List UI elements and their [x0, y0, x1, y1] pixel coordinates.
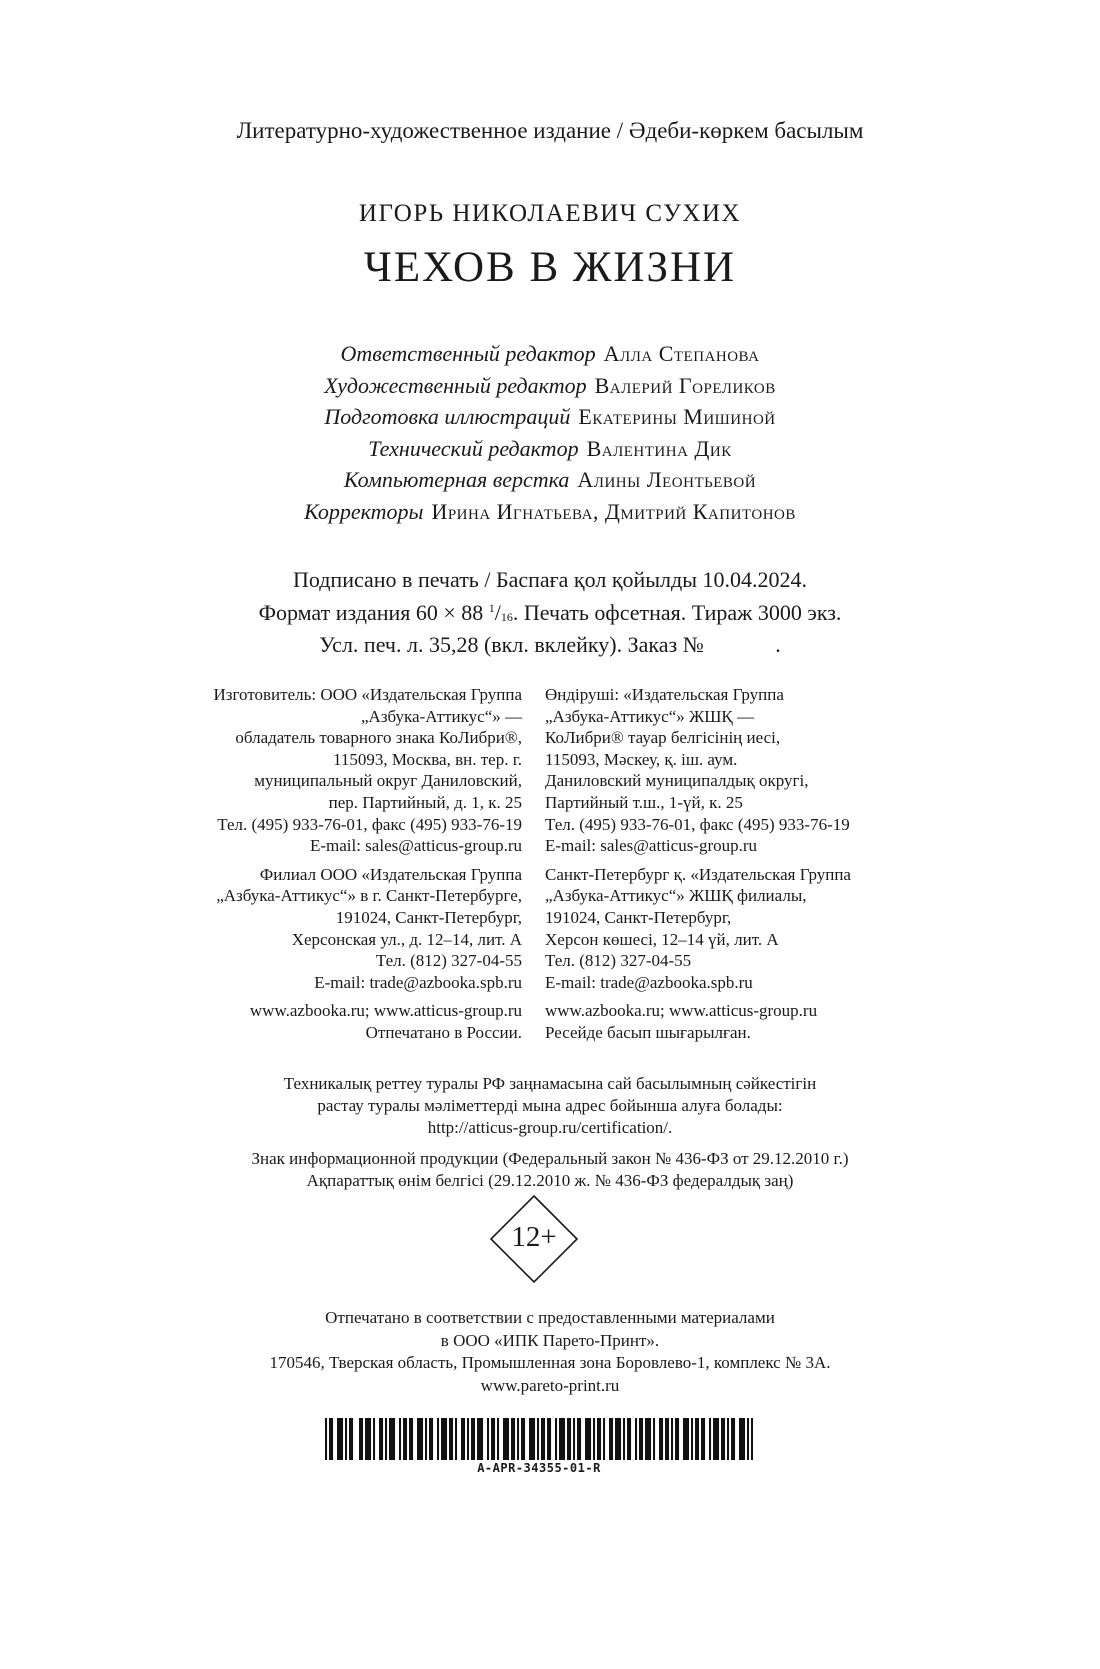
- barcode-bar: [547, 1418, 549, 1460]
- printed-in-line: Ресейде басып шығарылған.: [545, 1022, 751, 1042]
- email-line: E-mail: sales@atticus-group.ru: [309, 836, 522, 856]
- credit-role: Художественный редактор: [324, 372, 587, 398]
- manufacturer-ru-web: [150, 1000, 522, 1043]
- barcode-bar: [477, 1418, 479, 1460]
- barcode-bar: [531, 1418, 533, 1460]
- barcode-bar: [429, 1418, 431, 1460]
- format-numerator: 1: [488, 601, 495, 615]
- barcode-bar: [443, 1418, 445, 1460]
- barcode-bar: [339, 1418, 341, 1460]
- barcode-bar: [341, 1418, 343, 1460]
- credit-role: Корректоры: [304, 498, 424, 524]
- credit-name: Екатерины Мишиной: [578, 404, 776, 429]
- barcode-bar: [549, 1418, 551, 1460]
- info-sign-line: Ақпараттық өнім белгісі (29.12.2010 ж. № 436-ФЗ федералдық заң): [306, 1171, 794, 1190]
- barcode-bar: [627, 1418, 629, 1460]
- barcode-bar: [345, 1418, 347, 1460]
- barcode-bar: [589, 1418, 591, 1460]
- barcode-bar: [361, 1418, 363, 1460]
- address-line: Херсон көшесі, 12–14 үй, лит. А: [545, 929, 779, 949]
- barcode-bar: [473, 1418, 475, 1460]
- credit-name: Ирина Игнатьева, Дмитрий Капитонов: [431, 498, 796, 524]
- printer-info: [0, 1307, 1100, 1397]
- address-line: КоЛибри® тауар белгісінің иесі,: [545, 728, 781, 748]
- barcode-bar: [487, 1418, 489, 1460]
- barcode-bar: [667, 1418, 669, 1460]
- barcode-bar: [671, 1418, 673, 1460]
- email-line: E-mail: sales@atticus-group.ru: [545, 836, 758, 856]
- format-line: Формат издания 60 × 88 $^1/_{16}$. Печать офсетная. Тираж 3000 экз.: [258, 600, 842, 625]
- barcode-bar: [653, 1418, 655, 1460]
- print-info: [0, 566, 1100, 659]
- barcode-bar: [577, 1418, 579, 1460]
- barcode-bar: [587, 1418, 589, 1460]
- address-line: „Азбука-Аттикус“» —: [361, 706, 522, 726]
- barcode-bar: [391, 1418, 393, 1460]
- barcode-bar: [445, 1418, 447, 1460]
- book-title: ЧЕХОВ В ЖИЗНИ: [363, 244, 737, 291]
- barcode-bar: [523, 1418, 525, 1460]
- author-name: ИГОРЬ НИКОЛАЕВИЧ СУХИХ: [358, 200, 742, 227]
- barcode-bar: [559, 1418, 561, 1460]
- barcode-bar: [599, 1418, 601, 1460]
- barcode-bar: [405, 1418, 407, 1460]
- barcode-bar: [503, 1418, 505, 1460]
- barcode-bar: [619, 1418, 621, 1460]
- credit-role: Технический редактор: [368, 435, 579, 461]
- barcode-bar: [609, 1418, 611, 1460]
- barcode-bar: [337, 1418, 339, 1460]
- barcode-bar: [629, 1418, 631, 1460]
- phone-line: Тел. (812) 327-04-55: [545, 951, 692, 971]
- manufacturer-kz-branch: [545, 864, 945, 994]
- barcode-bar: [325, 1418, 327, 1460]
- barcode-bar: [479, 1418, 481, 1460]
- barcode-bar: [349, 1418, 351, 1460]
- barcode-bar: [393, 1418, 395, 1460]
- barcode-bar: [467, 1418, 469, 1460]
- credit-line: [0, 370, 1100, 402]
- barcode-bar: [567, 1418, 569, 1460]
- barcode-bar: [373, 1418, 375, 1460]
- address-line: 115093, Москва, вн. тер. г.: [332, 749, 522, 769]
- barcode-bar: [369, 1418, 371, 1460]
- barcode-bar: [695, 1418, 697, 1460]
- barcode-bar: [709, 1418, 711, 1460]
- barcode-bar: [399, 1418, 401, 1460]
- barcode-bar: [685, 1418, 687, 1460]
- barcode-bar: [379, 1418, 381, 1460]
- barcode-bar: [563, 1418, 565, 1460]
- age-rating-label: 12+: [511, 1221, 557, 1253]
- barcode-bar: [739, 1418, 741, 1460]
- address-line: 191024, Санкт-Петербург,: [545, 907, 732, 927]
- barcode-bar: [417, 1418, 419, 1460]
- edition-type: Литературно-художественное издание / Әдеби-көркем басылым: [236, 118, 864, 143]
- certification-line: Техникалық реттеу туралы РФ заңнамасына сай басылымның сәйкестігін: [283, 1074, 817, 1093]
- barcode-bar: [461, 1418, 463, 1460]
- barcode-bar: [697, 1418, 699, 1460]
- credit-name: Валерий Гореликов: [594, 372, 776, 398]
- signed-line: Подписано в печать / Баспаға қол қойылды 10.04.2024.: [292, 567, 808, 592]
- credit-line: [0, 401, 1100, 433]
- barcode-bar: [541, 1418, 543, 1460]
- barcode-bar: [463, 1418, 465, 1460]
- credit-line: [0, 433, 1100, 465]
- barcode-bar: [741, 1418, 743, 1460]
- barcode-bar: [409, 1418, 411, 1460]
- address-line: Санкт-Петербург қ. «Издательская Группа: [545, 864, 851, 884]
- barcode-bar: [683, 1418, 685, 1460]
- address-line: Даниловский муниципалдық округі,: [545, 771, 809, 791]
- printer-address: 170546, Тверская область, Промышленная зона Боровлево-1, комплекс № 3А.: [269, 1353, 831, 1372]
- barcode-bar: [507, 1418, 509, 1460]
- barcode-bar: [481, 1418, 483, 1460]
- manufacturer-kz-web: [545, 1000, 945, 1043]
- address-line: 191024, Санкт-Петербург,: [335, 907, 522, 927]
- barcode-bar: [615, 1418, 617, 1460]
- barcode-code: A-APR-34355-01-R: [477, 1461, 601, 1475]
- address-line: Изготовитель: ООО «Издательская Группа: [213, 685, 522, 704]
- barcode-bar: [351, 1418, 353, 1460]
- barcode-bar: [647, 1418, 649, 1460]
- barcode-bar: [497, 1418, 499, 1460]
- barcode-bar: [513, 1418, 515, 1460]
- barcode-bar: [455, 1418, 457, 1460]
- manufacturer-kz: [545, 684, 945, 1051]
- barcode-bar: [747, 1418, 749, 1460]
- barcode-bar: [639, 1418, 641, 1460]
- format-post: . Печать офсетная. Тираж 3000 экз.: [512, 600, 842, 625]
- manufacturer-kz-main: [545, 684, 945, 857]
- barcode-bar: [723, 1418, 725, 1460]
- manufacturer-ru-branch: [150, 864, 522, 994]
- website-line: www.azbooka.ru; www.atticus-group.ru: [249, 1001, 522, 1021]
- barcode-bar: [529, 1418, 531, 1460]
- barcode-icon: [325, 1418, 753, 1460]
- barcode-bar: [533, 1418, 535, 1460]
- credits-list: [0, 338, 1100, 527]
- credit-role: Компьютерная верстка: [343, 467, 570, 492]
- credit-name: Валентина Дик: [586, 435, 732, 461]
- phone-line: Тел. (495) 933-76-01, факс (495) 933-76-19: [217, 814, 522, 834]
- barcode-bar: [751, 1418, 753, 1460]
- credit-line: [0, 496, 1100, 528]
- address-line: „Азбука-Аттикус“» в г. Санкт-Петербурге,: [216, 886, 522, 906]
- printed-in-line: Отпечатано в России.: [365, 1022, 522, 1042]
- email-line: E-mail: trade@azbooka.spb.ru: [314, 972, 522, 992]
- barcode-bar: [659, 1418, 661, 1460]
- barcode-bar: [449, 1418, 451, 1460]
- info-sign-line: Знак информационной продукции (Федеральный закон № 436-ФЗ от 29.12.2010 г.): [251, 1149, 849, 1168]
- barcode-bar: [471, 1418, 473, 1460]
- age-rating-badge: [488, 1193, 580, 1285]
- barcode-bar: [641, 1418, 643, 1460]
- barcode-bar: [585, 1418, 587, 1460]
- barcode-bar: [665, 1418, 667, 1460]
- barcode-bar: [677, 1418, 679, 1460]
- address-line: Өндіруші: «Издательская Группа: [545, 685, 784, 704]
- email-line: E-mail: trade@azbooka.spb.ru: [545, 972, 753, 992]
- barcode-bar: [437, 1418, 439, 1460]
- barcode-bar: [365, 1418, 367, 1460]
- barcode-bar: [579, 1418, 581, 1460]
- barcode-bar: [675, 1418, 677, 1460]
- barcode-bar: [645, 1418, 647, 1460]
- barcode-bar: [359, 1418, 361, 1460]
- phone-line: Тел. (495) 933-76-01, факс (495) 933-76-19: [545, 814, 850, 834]
- barcode-bar: [687, 1418, 689, 1460]
- barcode-bar: [715, 1418, 717, 1460]
- barcode-bar: [569, 1418, 571, 1460]
- barcode-bar: [731, 1418, 733, 1460]
- credit-line: [0, 338, 1100, 370]
- manufacturer-ru: [150, 684, 522, 1051]
- barcode-bar: [727, 1418, 729, 1460]
- barcode-bar: [493, 1418, 495, 1460]
- address-line: обладатель товарного знака КоЛибри®,: [235, 728, 522, 748]
- address-line: пер. Партийный, д. 1, к. 25: [328, 792, 522, 812]
- barcode-bar: [743, 1418, 745, 1460]
- barcode-bar: [691, 1418, 693, 1460]
- phone-line: Тел. (812) 327-04-55: [375, 951, 522, 971]
- website-line: www.azbooka.ru; www.atticus-group.ru: [545, 1001, 818, 1021]
- certification-note: [0, 1073, 1100, 1139]
- barcode-bar: [561, 1418, 563, 1460]
- barcode-bar: [603, 1418, 605, 1460]
- barcode-bar: [511, 1418, 513, 1460]
- format-pre: Формат издания 60 × 88: [258, 600, 489, 625]
- address-line: „Азбука-Аттикус“» ЖШҚ филиалы,: [545, 886, 807, 906]
- barcode-bar: [421, 1418, 423, 1460]
- barcode-bar: [381, 1418, 383, 1460]
- barcode-bar: [617, 1418, 619, 1460]
- certification-url: http://atticus-group.ru/certification/.: [427, 1118, 673, 1137]
- barcode-bar: [593, 1418, 595, 1460]
- credit-name: Алла Степанова: [603, 341, 760, 366]
- barcode-bar: [491, 1418, 493, 1460]
- barcode-bar: [411, 1418, 413, 1460]
- barcode-bar: [597, 1418, 599, 1460]
- manufacturer-ru-main: [150, 684, 522, 857]
- certification-line: растау туралы мәліметтерді мына адрес бойынша алуға болады:: [317, 1096, 783, 1115]
- format-denominator: 16: [500, 610, 513, 624]
- address-line: „Азбука-Аттикус“» ЖШҚ —: [545, 706, 754, 726]
- barcode-bar: [703, 1418, 705, 1460]
- barcode-bar: [701, 1418, 703, 1460]
- printer-line: Отпечатано в соответствии с предоставленными материалами: [325, 1308, 775, 1327]
- credit-role: Ответственный редактор: [340, 341, 596, 366]
- barcode-bar: [505, 1418, 507, 1460]
- barcode-bar: [441, 1418, 443, 1460]
- printer-line: в ООО «ИПК Парето-Принт».: [440, 1330, 660, 1350]
- barcode-bar: [661, 1418, 663, 1460]
- info-sign-note: [0, 1148, 1100, 1192]
- barcode-bar: [517, 1418, 519, 1460]
- barcode-bar: [431, 1418, 433, 1460]
- address-line: Партийный т.ш., 1-үй, к. 25: [545, 792, 743, 812]
- barcode-bar: [425, 1418, 427, 1460]
- barcode-bar: [451, 1418, 453, 1460]
- barcode-bar: [329, 1418, 331, 1460]
- barcode-bar: [555, 1418, 557, 1460]
- barcode-bar: [419, 1418, 421, 1460]
- barcode-bar: [389, 1418, 391, 1460]
- address-line: муниципальный округ Даниловский,: [254, 771, 522, 791]
- printer-website: www.pareto-print.ru: [480, 1375, 620, 1395]
- barcode-bar: [733, 1418, 735, 1460]
- sheets-line: Усл. печ. л. 35,28 (вкл. вклейку). Заказ № .: [319, 632, 781, 657]
- barcode-bar: [713, 1418, 715, 1460]
- credit-role: Подготовка иллюстраций: [324, 404, 571, 429]
- address-line: Херсонская ул., д. 12–14, лит. А: [291, 929, 522, 949]
- address-line: Филиал ООО «Издательская Группа: [259, 864, 522, 884]
- barcode-bar: [573, 1418, 575, 1460]
- barcode-bar: [543, 1418, 545, 1460]
- barcode-bar: [611, 1418, 613, 1460]
- barcode-bar: [649, 1418, 651, 1460]
- barcode-bar: [635, 1418, 637, 1460]
- barcode-bar: [385, 1418, 387, 1460]
- credit-line: [0, 464, 1100, 496]
- barcode-bar: [367, 1418, 369, 1460]
- barcode-bar: [721, 1418, 723, 1460]
- address-line: 115093, Мәскеу, қ. іш. аум.: [545, 749, 738, 769]
- barcode-bar: [521, 1418, 523, 1460]
- barcode-bar: [623, 1418, 625, 1460]
- credit-name: Алины Леонтьевой: [577, 467, 757, 492]
- barcode-bar: [537, 1418, 539, 1460]
- barcode-bar: [331, 1418, 333, 1460]
- barcode-bar: [403, 1418, 405, 1460]
- barcode-bar: [717, 1418, 719, 1460]
